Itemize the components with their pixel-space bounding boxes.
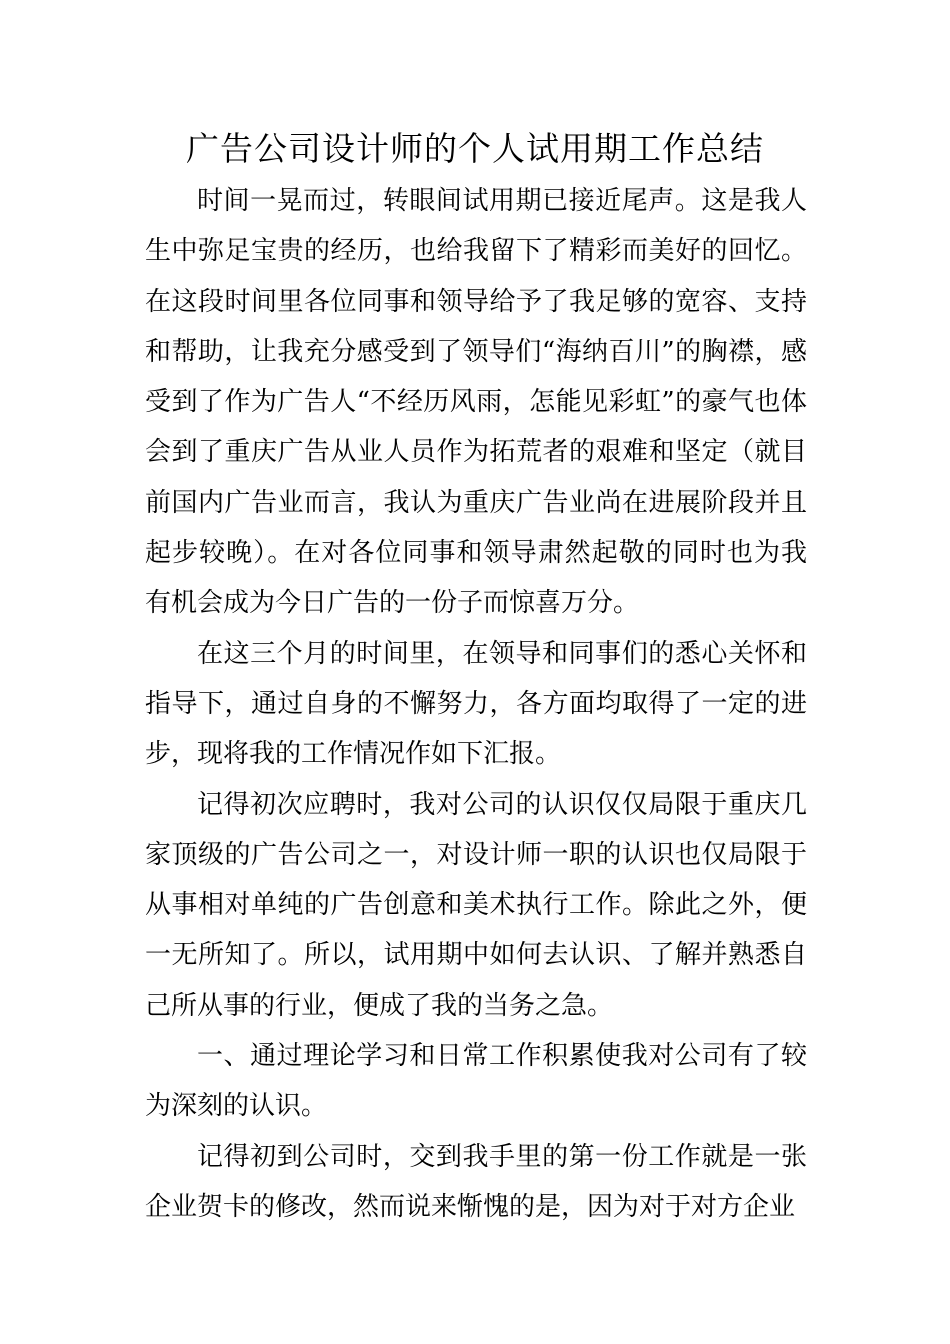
paragraph: 在这三个月的时间里，在领导和同事们的悉心关怀和指导下，通过自身的不懈努力，各方面均取得了一定的进步，现将我的工作情况作如下汇报。 — [145, 638, 807, 770]
paragraph: 时间一晃而过，转眼间试用期已接近尾声。这是我人生中弥足宝贵的经历，也给我留下了精彩而美好的回忆。在这段时间里各位同事和领导给予了我足够的宽容、支持和帮助，让我充分感受到了领导们“海纳百川”的胸襟，感受到了作为广告人“不经历风雨，怎能见彩虹”的豪气也体会到了重庆广告从业人员作为拓荒者的艰难和坚定（就目前国内广告业而言，我认为重庆广告业尚在进展阶段并且起步较晚）。在对各位同事和领导肃然起敬的同时也为我有机会成为今日广告的一份子而惊喜万分。 — [145, 186, 807, 619]
paragraph: 记得初到公司时，交到我手里的第一份工作就是一张企业贺卡的修改，然而说来惭愧的是，因为对于对方企业 — [145, 1141, 807, 1222]
document-title: 广告公司设计师的个人试用期工作总结 — [186, 129, 764, 168]
paragraph: 记得初次应聘时，我对公司的认识仅仅局限于重庆几家顶级的广告公司之一，对设计师一职的认识也仅局限于从事相对单纯的广告创意和美术执行工作。除此之外，便一无所知了。所以，试用期中如何去认识、了解并熟悉自己所从事的行业，便成了我的当务之急。 — [145, 789, 807, 1021]
document-body — [145, 176, 807, 1232]
paragraph: 一、通过理论学习和日常工作积累使我对公司有了较为深刻的认识。 — [145, 1041, 807, 1122]
